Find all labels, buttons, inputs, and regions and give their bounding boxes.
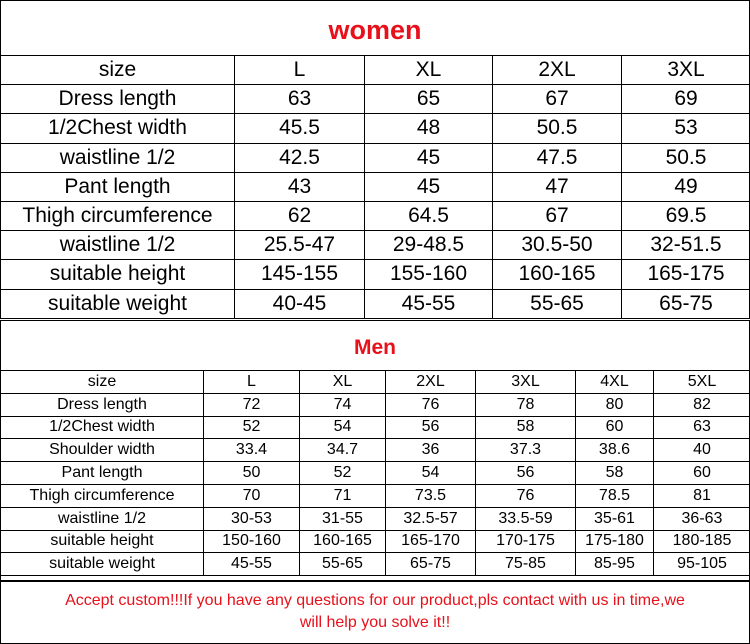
size-value-cell: 34.7 (300, 439, 386, 462)
size-value-cell: 38.6 (576, 439, 654, 462)
size-value-cell: 47 (493, 172, 622, 201)
size-value-cell: 42.5 (235, 143, 365, 172)
size-value-cell: 32-51.5 (622, 231, 750, 260)
table-row (1, 553, 750, 576)
size-column-header: 2XL (386, 371, 476, 394)
size-value-cell: 45.5 (235, 114, 365, 143)
size-column-header: L (204, 371, 300, 394)
size-value-cell: 73.5 (386, 484, 476, 507)
size-value-cell: 55-65 (493, 289, 622, 318)
size-value-cell: 50.5 (622, 143, 750, 172)
size-value-cell: 62 (235, 201, 365, 230)
size-value-cell: 35-61 (576, 507, 654, 530)
size-header-cell: size (1, 371, 204, 394)
table-row (1, 416, 750, 439)
size-value-cell: 32.5-57 (386, 507, 476, 530)
size-value-cell: 175-180 (576, 530, 654, 553)
size-value-cell: 36 (386, 439, 476, 462)
size-value-cell: 45-55 (204, 553, 300, 576)
size-value-cell: 78 (476, 393, 576, 416)
size-value-cell: 165-175 (622, 260, 750, 289)
size-value-cell: 160-165 (493, 260, 622, 289)
table-row (1, 231, 750, 260)
size-value-cell: 47.5 (493, 143, 622, 172)
table-row (1, 289, 750, 318)
size-column-header: XL (300, 371, 386, 394)
size-column-header: 3XL (622, 56, 750, 85)
measure-label-cell: Thigh circumference (1, 201, 235, 230)
measure-label-cell: suitable weight (1, 289, 235, 318)
size-value-cell: 65-75 (386, 553, 476, 576)
table-row (1, 85, 750, 114)
size-column-header: 5XL (654, 371, 750, 394)
measure-label-cell: 1/2Chest width (1, 114, 235, 143)
size-value-cell: 64.5 (365, 201, 493, 230)
measure-label-cell: Dress length (1, 393, 204, 416)
measure-label-cell: Thigh circumference (1, 484, 204, 507)
size-value-cell: 69 (622, 85, 750, 114)
size-value-cell: 45 (365, 143, 493, 172)
size-value-cell: 76 (386, 393, 476, 416)
size-value-cell: 76 (476, 484, 576, 507)
size-value-cell: 160-165 (300, 530, 386, 553)
size-column-header: L (235, 56, 365, 85)
size-value-cell: 81 (654, 484, 750, 507)
size-column-header: 3XL (476, 371, 576, 394)
size-value-cell: 52 (300, 462, 386, 485)
size-value-cell: 155-160 (365, 260, 493, 289)
size-header-cell: size (1, 56, 235, 85)
women-size-table (0, 55, 750, 319)
table-row (1, 172, 750, 201)
size-value-cell: 29-48.5 (365, 231, 493, 260)
size-column-header: 4XL (576, 371, 654, 394)
measure-label-cell: waistline 1/2 (1, 231, 235, 260)
size-value-cell: 71 (300, 484, 386, 507)
measure-label-cell: Dress length (1, 85, 235, 114)
custom-note-line-1: Accept custom!!!If you have any questions for our product,pls contact with us in time,we (65, 592, 685, 609)
measure-label-cell: waistline 1/2 (1, 507, 204, 530)
size-value-cell: 180-185 (654, 530, 750, 553)
measure-label-cell: Pant length (1, 172, 235, 201)
size-value-cell: 85-95 (576, 553, 654, 576)
size-value-cell: 30.5-50 (493, 231, 622, 260)
size-value-cell: 30-53 (204, 507, 300, 530)
men-size-table (0, 370, 750, 576)
women-header-row (1, 56, 750, 85)
size-value-cell: 33.5-59 (476, 507, 576, 530)
size-value-cell: 43 (235, 172, 365, 201)
size-value-cell: 56 (476, 462, 576, 485)
size-value-cell: 48 (365, 114, 493, 143)
size-value-cell: 58 (476, 416, 576, 439)
table-row (1, 530, 750, 553)
men-chart-title: Men (354, 336, 396, 359)
measure-label-cell: suitable weight (1, 553, 204, 576)
table-row (1, 143, 750, 172)
size-value-cell: 54 (386, 462, 476, 485)
measure-label-cell: suitable height (1, 530, 204, 553)
size-value-cell: 49 (622, 172, 750, 201)
table-row (1, 114, 750, 143)
size-value-cell: 80 (576, 393, 654, 416)
table-row (1, 439, 750, 462)
size-value-cell: 31-55 (300, 507, 386, 530)
size-value-cell: 36-63 (654, 507, 750, 530)
measure-label-cell: 1/2Chest width (1, 416, 204, 439)
size-value-cell: 63 (654, 416, 750, 439)
size-value-cell: 63 (235, 85, 365, 114)
size-value-cell: 67 (493, 85, 622, 114)
size-value-cell: 40-45 (235, 289, 365, 318)
size-value-cell: 82 (654, 393, 750, 416)
size-value-cell: 150-160 (204, 530, 300, 553)
table-row (1, 260, 750, 289)
size-value-cell: 37.3 (476, 439, 576, 462)
table-row (1, 507, 750, 530)
size-value-cell: 58 (576, 462, 654, 485)
custom-note-line-2: will help you solve it!! (299, 614, 451, 631)
size-column-header: XL (365, 56, 493, 85)
measure-label-cell: waistline 1/2 (1, 143, 235, 172)
size-value-cell: 65-75 (622, 289, 750, 318)
size-value-cell: 33.4 (204, 439, 300, 462)
size-value-cell: 53 (622, 114, 750, 143)
size-value-cell: 145-155 (235, 260, 365, 289)
size-value-cell: 50 (204, 462, 300, 485)
size-value-cell: 65 (365, 85, 493, 114)
men-header-row (1, 371, 750, 394)
size-value-cell: 40 (654, 439, 750, 462)
size-value-cell: 165-170 (386, 530, 476, 553)
size-value-cell: 170-175 (476, 530, 576, 553)
table-row (1, 462, 750, 485)
measure-label-cell: Pant length (1, 462, 204, 485)
size-value-cell: 95-105 (654, 553, 750, 576)
size-value-cell: 60 (576, 416, 654, 439)
size-value-cell: 45 (365, 172, 493, 201)
size-value-cell: 52 (204, 416, 300, 439)
size-value-cell: 45-55 (365, 289, 493, 318)
table-row (1, 484, 750, 507)
size-column-header: 2XL (493, 56, 622, 85)
women-chart-title: women (328, 15, 422, 45)
size-value-cell: 54 (300, 416, 386, 439)
size-value-cell: 75-85 (476, 553, 576, 576)
custom-note (4, 590, 746, 634)
size-value-cell: 50.5 (493, 114, 622, 143)
size-value-cell: 60 (654, 462, 750, 485)
table-row (1, 393, 750, 416)
table-row (1, 201, 750, 230)
size-value-cell: 74 (300, 393, 386, 416)
size-value-cell: 72 (204, 393, 300, 416)
size-value-cell: 56 (386, 416, 476, 439)
size-value-cell: 78.5 (576, 484, 654, 507)
size-value-cell: 25.5-47 (235, 231, 365, 260)
measure-label-cell: suitable height (1, 260, 235, 289)
size-value-cell: 70 (204, 484, 300, 507)
size-value-cell: 69.5 (622, 201, 750, 230)
size-value-cell: 55-65 (300, 553, 386, 576)
size-value-cell: 67 (493, 201, 622, 230)
measure-label-cell: Shoulder width (1, 439, 204, 462)
